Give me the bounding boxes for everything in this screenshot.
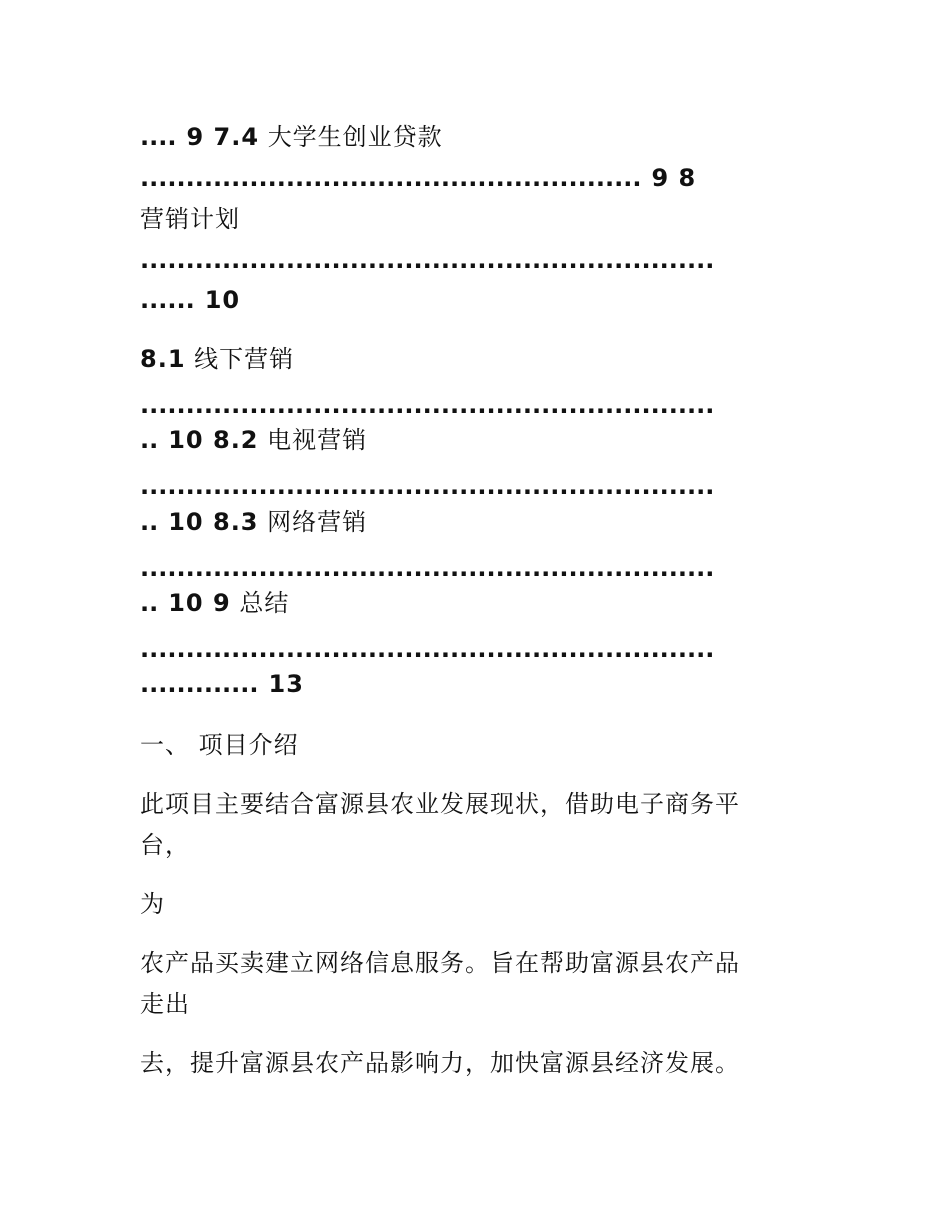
paragraph-line: 农产品买卖建立网络信息服务。旨在帮助富源县农产品	[140, 949, 740, 977]
toc-leader-line	[140, 669, 304, 699]
toc-page-number: 9 8	[651, 164, 697, 192]
toc-leader-line	[140, 634, 714, 664]
toc-leader-dots: ...............................................................	[140, 635, 715, 663]
paragraph-line: 为	[140, 890, 165, 918]
toc-page-number: 10 9	[168, 589, 231, 617]
section-heading-text: 项目介绍	[198, 731, 299, 759]
toc-leader-line	[140, 245, 714, 275]
section-heading	[140, 730, 299, 760]
paragraph-line: 台，	[140, 831, 190, 859]
toc-entry-7-4	[140, 122, 443, 152]
toc-entry-title: 大学生创业贷款	[267, 123, 443, 151]
paragraph-line: 去，提升富源县农产品影响力，加快富源县经济发展。	[140, 1049, 740, 1077]
toc-leader-dots: ...............................................................	[140, 554, 715, 582]
section-heading-marker: 一、	[140, 731, 190, 759]
toc-leader-dots: ......	[140, 286, 195, 314]
toc-leader-dots: ..	[140, 508, 159, 536]
paragraph-line: 此项目主要结合富源县农业发展现状，借助电子商务平	[140, 790, 740, 818]
toc-entry-8-1	[140, 344, 294, 374]
paragraph-line: 走出	[140, 990, 190, 1018]
toc-leader-line	[140, 163, 696, 193]
toc-leader-dots: .......................................................	[140, 164, 642, 192]
toc-page-number: 10	[204, 286, 241, 314]
toc-entry-8-2	[140, 425, 367, 455]
toc-leader-dots: ...............................................................	[140, 246, 715, 274]
toc-entry-title: 电视营销	[267, 426, 368, 454]
toc-entry-title: 网络营销	[267, 508, 368, 536]
toc-leader-dots: ..	[140, 426, 159, 454]
toc-entry-9	[140, 588, 289, 618]
toc-entry-8-3	[140, 507, 367, 537]
toc-leader-dots: ...............................................................	[140, 391, 715, 419]
toc-page-number: 13	[268, 670, 304, 698]
toc-entry-title: 线下营销	[194, 345, 295, 373]
toc-page-number: 9 7.4	[186, 123, 260, 151]
toc-leader-line	[140, 553, 714, 583]
toc-entry-title: 总结	[239, 589, 290, 617]
toc-leader-dots: ....	[140, 123, 177, 151]
toc-leader-dots: ..	[140, 589, 159, 617]
toc-leader-dots: .............	[140, 670, 259, 698]
toc-page-number: 10 8.2	[168, 426, 259, 454]
toc-entry-number: 8.1	[140, 345, 186, 373]
toc-page-number: 10 8.3	[168, 508, 259, 536]
toc-entry-8	[140, 204, 240, 234]
toc-leader-line	[140, 471, 714, 501]
toc-leader-line	[140, 285, 240, 315]
toc-leader-dots: ...............................................................	[140, 472, 715, 500]
toc-leader-line	[140, 390, 714, 420]
toc-entry-title: 营销计划	[140, 205, 240, 233]
